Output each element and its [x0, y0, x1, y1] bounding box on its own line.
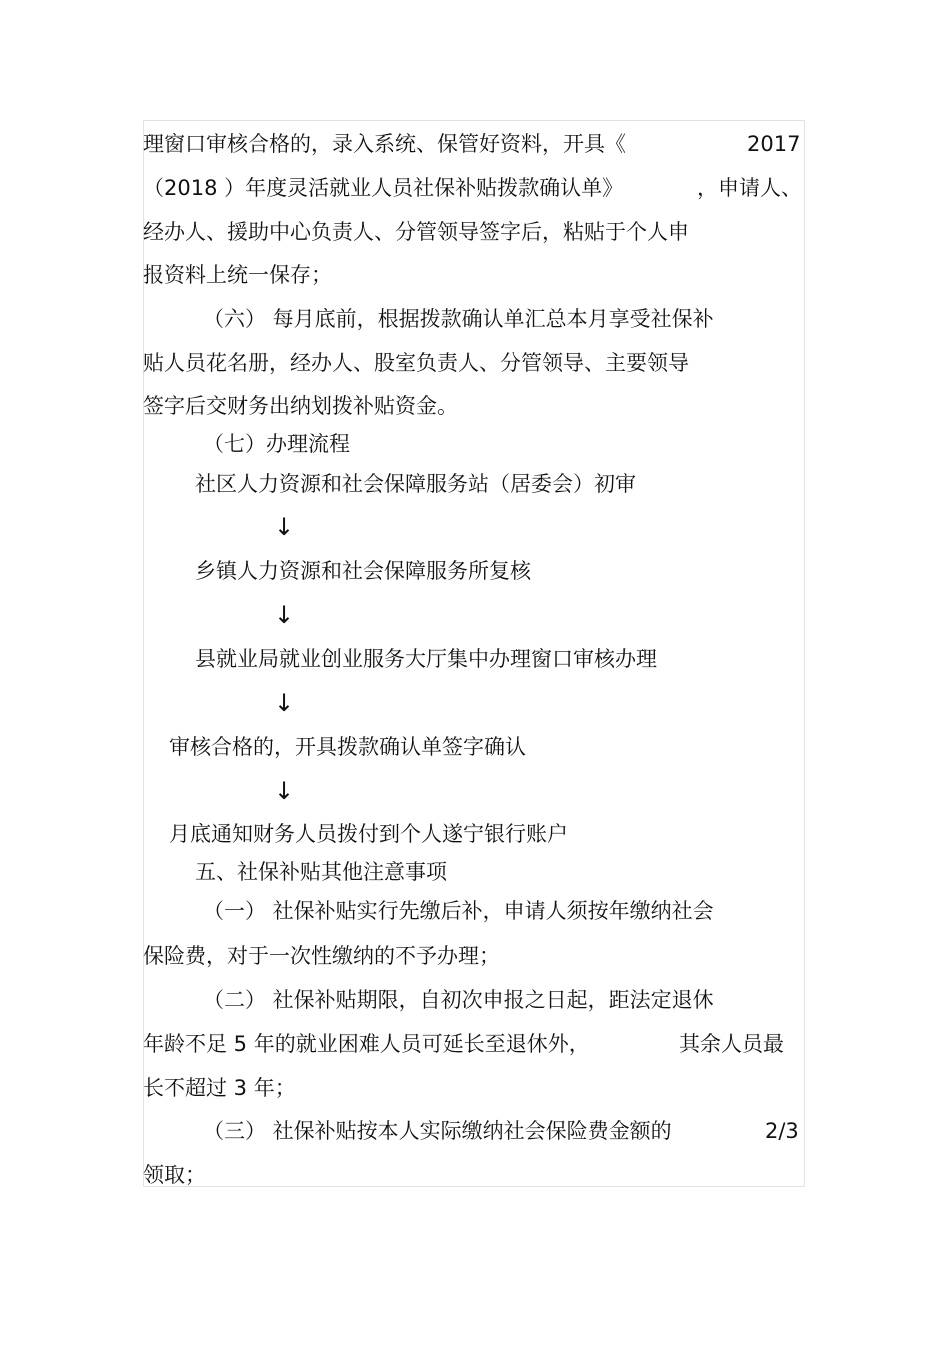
flow-step: 月底通知财务人员拨付到个人遂宁银行账户 [169, 822, 568, 846]
section-heading: （七）办理流程 [203, 432, 350, 456]
text-line: ，申请人、 [697, 176, 802, 200]
text-line: 年龄不足 5 年的就业困难人员可延长至退休外， [143, 1032, 590, 1056]
down-arrow-icon: ↓ [274, 777, 295, 805]
flow-step: 县就业局就业创业服务大厅集中办理窗口审核办理 [195, 647, 657, 671]
text-line: 经办人、援助中心负责人、分管领导签字后，粘贴于个人申 [143, 220, 689, 244]
text-line: （一） 社保补贴实行先缴后补，申请人须按年缴纳社会 [203, 899, 714, 923]
text-line: （2018 ）年度灵活就业人员社保补贴拨款确认单》 [143, 176, 624, 200]
flow-step: 社区人力资源和社会保障服务站（居委会）初审 [195, 472, 636, 496]
text-line: 领取； [143, 1163, 206, 1187]
text-line: （三） 社保补贴按本人实际缴纳社会保险费金额的 [203, 1119, 672, 1143]
down-arrow-icon: ↓ [274, 601, 295, 629]
text-line: 长不超过 3 年； [143, 1076, 296, 1100]
text-line: 签字后交财务出纳划拨补贴资金。 [143, 394, 458, 418]
text-line: （二） 社保补贴期限，自初次申报之日起，距法定退休 [203, 988, 714, 1012]
down-arrow-icon: ↓ [274, 513, 295, 541]
text-line: 2/3 [765, 1119, 799, 1143]
flow-step: 乡镇人力资源和社会保障服务所复核 [195, 559, 531, 583]
down-arrow-icon: ↓ [274, 689, 295, 717]
text-line: 保险费，对于一次性缴纳的不予办理； [143, 944, 500, 968]
text-line: 2017 [747, 132, 801, 156]
text-line: 贴人员花名册，经办人、股室负责人、分管领导、主要领导 [143, 351, 689, 375]
section-heading: 五、社保补贴其他注意事项 [195, 860, 447, 884]
text-line: （六） 每月底前，根据拨款确认单汇总本月享受社保补 [203, 307, 714, 331]
text-line: 理窗口审核合格的，录入系统、保管好资料，开具《 [143, 132, 626, 156]
flow-step: 审核合格的，开具拨款确认单签字确认 [169, 735, 526, 759]
text-line: 其余人员最 [679, 1032, 784, 1056]
text-line: 报资料上统一保存； [143, 263, 332, 287]
